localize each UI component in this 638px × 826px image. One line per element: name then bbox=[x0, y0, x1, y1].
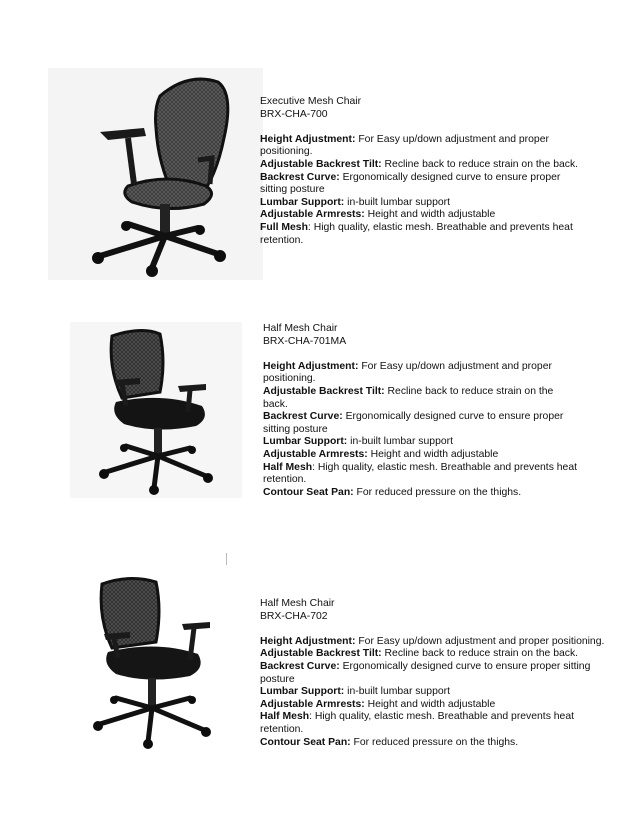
product-image-executive-mesh-chair bbox=[48, 68, 263, 280]
feature-contour-seat-pan: Contour Seat Pan: For reduced pressure on the thighs. bbox=[260, 736, 519, 748]
feature-full-mesh: Full Mesh: High quality, elastic mesh. Breathable and prevents heat retention. bbox=[260, 221, 573, 246]
feature-lumbar-support: Lumbar Support: in-built lumbar support bbox=[260, 686, 450, 698]
feature-backrest-tilt: Adjustable Backrest Tilt: Recline back to reduce strain on the back. bbox=[260, 158, 579, 170]
feature-lumbar-support: Lumbar Support: in-built lumbar support bbox=[260, 196, 450, 208]
product-name: Executive Mesh Chair bbox=[260, 96, 362, 107]
feature-height-adjustment: Height Adjustment: For Easy up/down adjustment and proper positioning. bbox=[260, 635, 605, 647]
feature-adjustable-armrests: Adjustable Armrests: Height and width adjustable bbox=[263, 448, 499, 460]
product-description-1 bbox=[260, 96, 580, 247]
feature-backrest-curve: Backrest Curve: Ergonomically designed curve to ensure proper sitting posture bbox=[263, 411, 564, 435]
product-model: BRX-CHA-701MA bbox=[263, 335, 347, 347]
feature-backrest-tilt: Adjustable Backrest Tilt: Recline back to reduce strain on the back. bbox=[260, 648, 579, 660]
product-model: BRX-CHA-702 bbox=[260, 610, 328, 622]
feature-backrest-tilt: Adjustable Backrest Tilt: Recline back to reduce strain on the back. bbox=[263, 385, 554, 410]
feature-contour-seat-pan: Contour Seat Pan: For reduced pressure on the thighs. bbox=[263, 486, 522, 498]
feature-backrest-curve: Backrest Curve: Ergonomically designed curve to ensure proper sitting posture bbox=[260, 660, 591, 685]
product-image-half-mesh-chair-701ma bbox=[70, 322, 242, 498]
product-description-2 bbox=[263, 323, 578, 499]
feature-height-adjustment: Height Adjustment: For Easy up/down adjustment and proper positioning. bbox=[263, 360, 552, 385]
feature-half-mesh: Half Mesh: High quality, elastic mesh. Breathable and prevents heat retention. bbox=[260, 711, 574, 735]
feature-height-adjustment: Height Adjustment: For Easy up/down adjustment and proper positioning. bbox=[260, 133, 549, 158]
product-name: Half Mesh Chair bbox=[260, 598, 335, 609]
feature-half-mesh: Half Mesh: High quality, elastic mesh. Breathable and prevents heat retention. bbox=[263, 461, 577, 486]
feature-lumbar-support: Lumbar Support: in-built lumbar support bbox=[263, 436, 453, 448]
feature-backrest-curve: Backrest Curve: Ergonomically designed curve to ensure proper sitting posture bbox=[260, 171, 561, 196]
product-name: Half Mesh Chair bbox=[263, 323, 338, 334]
product-description-3 bbox=[260, 598, 620, 749]
product-model: BRX-CHA-700 bbox=[260, 108, 328, 120]
feature-adjustable-armrests: Adjustable Armrests: Height and width adjustable bbox=[260, 698, 496, 710]
product-image-half-mesh-chair-702 bbox=[86, 574, 220, 752]
feature-adjustable-armrests: Adjustable Armrests: Height and width adjustable bbox=[260, 209, 496, 221]
divider-mark bbox=[226, 553, 227, 565]
